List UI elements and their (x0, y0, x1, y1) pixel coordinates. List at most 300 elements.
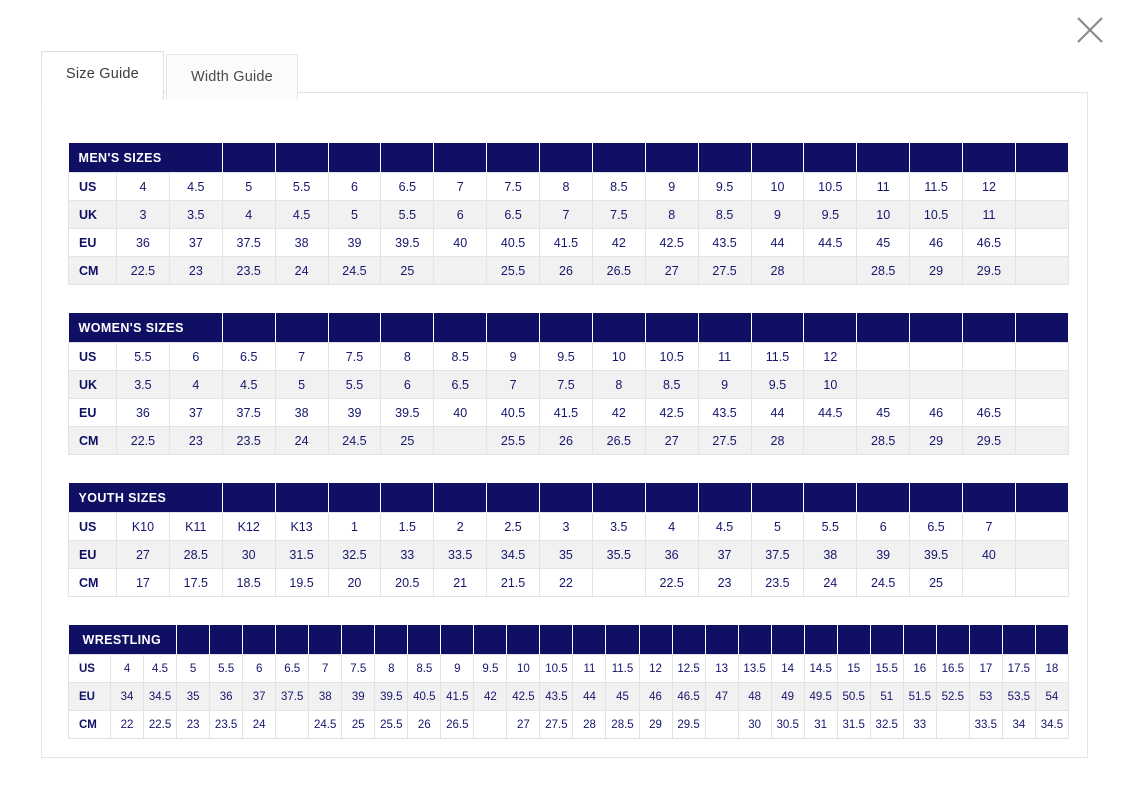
table-title-filler (639, 625, 672, 655)
table-title-filler (804, 143, 857, 173)
size-cell: 37 (243, 683, 276, 711)
size-cell: K10 (117, 513, 170, 541)
size-cell: 8.5 (592, 173, 645, 201)
size-cell: 24.5 (328, 257, 381, 285)
size-cell: 49 (771, 683, 804, 711)
size-cell: 8.5 (408, 655, 441, 683)
size-cell: 24.5 (309, 711, 342, 739)
table-title-filler (381, 483, 434, 513)
table-title-filler (342, 625, 375, 655)
size-cell: 25.5 (375, 711, 408, 739)
size-cell: 23 (169, 427, 222, 455)
size-cell: 31.5 (275, 541, 328, 569)
size-cell: 3 (540, 513, 593, 541)
table-title: WOMEN'S SIZES (69, 313, 223, 343)
table-title-filler (592, 313, 645, 343)
size-cell: 25 (381, 427, 434, 455)
row-label: CM (69, 569, 117, 597)
size-cell: 27.5 (540, 711, 573, 739)
size-cell (936, 711, 969, 739)
size-cell: 14.5 (804, 655, 837, 683)
table-title-filler (963, 483, 1016, 513)
size-cell (1015, 371, 1068, 399)
size-cell: 25.5 (487, 427, 540, 455)
size-cell: 48 (738, 683, 771, 711)
size-cell (474, 711, 507, 739)
size-cell: 33 (903, 711, 936, 739)
size-cell: 4 (111, 655, 144, 683)
size-cell: 34.5 (487, 541, 540, 569)
size-cell: 20 (328, 569, 381, 597)
size-cell (910, 343, 963, 371)
size-cell: 29.5 (963, 257, 1016, 285)
size-cell: 15.5 (870, 655, 903, 683)
row-label: EU (69, 229, 117, 257)
size-cell: 42 (592, 399, 645, 427)
size-cell: 12.5 (672, 655, 705, 683)
size-guide-panel (41, 92, 1088, 758)
size-cell: 30.5 (771, 711, 804, 739)
size-cell: 51.5 (903, 683, 936, 711)
size-cell: 29 (639, 711, 672, 739)
size-cell: 18.5 (222, 569, 275, 597)
size-table (68, 625, 1069, 739)
size-cell: 2.5 (487, 513, 540, 541)
size-cell: 11.5 (910, 173, 963, 201)
size-cell: 22 (540, 569, 593, 597)
size-cell: 46.5 (963, 399, 1016, 427)
table-title-filler (275, 483, 328, 513)
row-label: CM (69, 711, 111, 739)
table-title-filler (910, 313, 963, 343)
table-title-filler (698, 313, 751, 343)
size-cell: 9.5 (751, 371, 804, 399)
size-cell: 10 (751, 173, 804, 201)
size-cell: 27 (645, 257, 698, 285)
table-title-filler (698, 483, 751, 513)
table-title-filler (804, 313, 857, 343)
size-cell: 7 (275, 343, 328, 371)
size-cell: 28 (751, 257, 804, 285)
table-title-filler (857, 143, 910, 173)
size-cell: 50.5 (837, 683, 870, 711)
size-cell: 27 (507, 711, 540, 739)
size-cell: 20.5 (381, 569, 434, 597)
tab-size-guide-label: Size Guide (66, 66, 139, 82)
size-cell: 32.5 (870, 711, 903, 739)
size-cell: 26.5 (441, 711, 474, 739)
size-cell: 8.5 (698, 201, 751, 229)
size-cell: 16.5 (936, 655, 969, 683)
size-cell: 25 (910, 569, 963, 597)
row-label: US (69, 655, 111, 683)
table-row (69, 711, 1069, 739)
size-cell (910, 371, 963, 399)
size-cell: 42.5 (645, 399, 698, 427)
row-label: EU (69, 541, 117, 569)
size-cell: 26 (540, 427, 593, 455)
size-cell: 41.5 (540, 229, 593, 257)
size-cell: 46 (639, 683, 672, 711)
table-title: YOUTH SIZES (69, 483, 223, 513)
size-cell (1015, 399, 1068, 427)
size-cell: 39.5 (381, 399, 434, 427)
table-row (69, 513, 1069, 541)
table-title-filler (474, 625, 507, 655)
size-cell: 17 (969, 655, 1002, 683)
table-title: MEN'S SIZES (69, 143, 223, 173)
size-cell: 36 (210, 683, 243, 711)
size-cell: 40 (434, 399, 487, 427)
tab-width-guide-label: Width Guide (190, 69, 273, 85)
table-title-filler (222, 143, 275, 173)
size-table (68, 483, 1069, 597)
size-cell: 40.5 (408, 683, 441, 711)
size-cell (276, 711, 309, 739)
table-title-filler (1002, 625, 1035, 655)
size-cell: 11 (698, 343, 751, 371)
table-title-filler (275, 313, 328, 343)
size-cell (963, 569, 1016, 597)
size-cell: 54 (1035, 683, 1068, 711)
size-tables (68, 143, 1066, 767)
size-cell (963, 371, 1016, 399)
size-cell: 10 (857, 201, 910, 229)
table-title-filler (645, 313, 698, 343)
size-cell: 43.5 (540, 683, 573, 711)
size-cell: 44.5 (804, 229, 857, 257)
table-row (69, 371, 1069, 399)
size-cell (804, 427, 857, 455)
size-cell: 27.5 (698, 257, 751, 285)
table-title-filler (963, 143, 1016, 173)
size-cell: 53 (969, 683, 1002, 711)
size-cell: 39.5 (375, 683, 408, 711)
size-cell: 40 (963, 541, 1016, 569)
size-cell (592, 569, 645, 597)
table-title-filler (837, 625, 870, 655)
table-title-filler (804, 625, 837, 655)
size-cell: 37.5 (222, 229, 275, 257)
table-title-filler (705, 625, 738, 655)
size-cell: 6.5 (910, 513, 963, 541)
size-cell: 4.5 (698, 513, 751, 541)
size-cell: 8.5 (645, 371, 698, 399)
size-cell: 6 (169, 343, 222, 371)
size-cell: 37 (698, 541, 751, 569)
size-cell: 38 (804, 541, 857, 569)
size-cell (1015, 427, 1068, 455)
table-title-filler (804, 483, 857, 513)
size-cell: 34.5 (1035, 711, 1068, 739)
size-cell: 22.5 (144, 711, 177, 739)
size-cell: 33 (381, 541, 434, 569)
table-title-filler (672, 625, 705, 655)
size-cell: 39 (857, 541, 910, 569)
size-cell: 5 (177, 655, 210, 683)
table-title-filler (903, 625, 936, 655)
table-title-filler (540, 483, 593, 513)
size-cell: 5 (275, 371, 328, 399)
table-title-filler (573, 625, 606, 655)
table-title-filler (1015, 483, 1068, 513)
size-cell: K13 (275, 513, 328, 541)
size-cell: 38 (309, 683, 342, 711)
table-title-filler (771, 625, 804, 655)
size-cell: 8 (645, 201, 698, 229)
size-cell: 6 (857, 513, 910, 541)
table-title-filler (963, 313, 1016, 343)
size-cell: 7 (309, 655, 342, 683)
size-cell: 24.5 (328, 427, 381, 455)
size-cell (1015, 343, 1068, 371)
size-cell: 9 (441, 655, 474, 683)
table-row (69, 399, 1069, 427)
size-cell: 12 (804, 343, 857, 371)
size-cell: 5.5 (210, 655, 243, 683)
table-title-filler (276, 625, 309, 655)
size-cell: 9 (698, 371, 751, 399)
size-cell: 28.5 (169, 541, 222, 569)
size-cell: 4.5 (144, 655, 177, 683)
size-cell: 47 (705, 683, 738, 711)
size-cell: 8 (375, 655, 408, 683)
size-cell: 22.5 (117, 257, 170, 285)
size-cell: 34 (1002, 711, 1035, 739)
size-cell: 5.5 (328, 371, 381, 399)
size-cell: 33.5 (434, 541, 487, 569)
row-label: US (69, 513, 117, 541)
table-title-filler (434, 483, 487, 513)
size-cell (857, 343, 910, 371)
table-title-filler (592, 483, 645, 513)
table-title-filler (540, 143, 593, 173)
size-cell: 31 (804, 711, 837, 739)
size-cell: 26 (540, 257, 593, 285)
size-cell: 43.5 (698, 229, 751, 257)
table-row (69, 173, 1069, 201)
table-row (69, 427, 1069, 455)
size-cell: 6 (381, 371, 434, 399)
size-cell: 12 (639, 655, 672, 683)
size-cell: 3.5 (169, 201, 222, 229)
size-cell (1015, 257, 1068, 285)
size-cell: 37 (169, 399, 222, 427)
size-cell: 11 (963, 201, 1016, 229)
table-row (69, 343, 1069, 371)
close-icon[interactable] (1072, 12, 1108, 48)
size-cell (1015, 569, 1068, 597)
size-cell: 46 (910, 399, 963, 427)
size-cell: 5.5 (117, 343, 170, 371)
size-cell: 19.5 (275, 569, 328, 597)
size-cell: 6 (434, 201, 487, 229)
table-title-filler (606, 625, 639, 655)
size-cell: 35.5 (592, 541, 645, 569)
table-title-filler (910, 143, 963, 173)
size-cell (1015, 541, 1068, 569)
size-cell: 11 (573, 655, 606, 683)
size-cell: 9.5 (540, 343, 593, 371)
size-cell (857, 371, 910, 399)
size-cell: 23 (177, 711, 210, 739)
size-cell: 17 (117, 569, 170, 597)
table-title-filler (910, 483, 963, 513)
size-cell: 3.5 (117, 371, 170, 399)
table-row (69, 541, 1069, 569)
size-cell: 24 (804, 569, 857, 597)
size-cell: 42.5 (645, 229, 698, 257)
size-cell: 28 (573, 711, 606, 739)
size-cell: 7 (434, 173, 487, 201)
size-cell: 27 (117, 541, 170, 569)
table-title-filler (487, 313, 540, 343)
size-cell: 52.5 (936, 683, 969, 711)
table-title-filler (434, 143, 487, 173)
tab-bar (41, 51, 298, 100)
size-cell: 14 (771, 655, 804, 683)
size-cell: 46.5 (963, 229, 1016, 257)
table-row (69, 257, 1069, 285)
size-cell: 41.5 (441, 683, 474, 711)
size-cell: 21.5 (487, 569, 540, 597)
size-cell: 10.5 (540, 655, 573, 683)
size-cell: 5 (222, 173, 275, 201)
size-cell: 10.5 (804, 173, 857, 201)
size-cell: 5.5 (381, 201, 434, 229)
size-cell: 40.5 (487, 399, 540, 427)
size-cell: 21 (434, 569, 487, 597)
table-title-filler (222, 313, 275, 343)
tab-width-guide[interactable] (166, 54, 298, 100)
size-cell: 28.5 (857, 257, 910, 285)
size-cell: 45 (857, 399, 910, 427)
size-cell: 15 (837, 655, 870, 683)
row-label: US (69, 173, 117, 201)
table-title-filler (645, 143, 698, 173)
table-title-filler (1015, 313, 1068, 343)
table-title-filler (870, 625, 903, 655)
table-title-filler (969, 625, 1002, 655)
size-cell: 18 (1035, 655, 1068, 683)
size-cell: 13 (705, 655, 738, 683)
size-cell: 7.5 (487, 173, 540, 201)
table-title-filler (487, 143, 540, 173)
size-cell: 10 (804, 371, 857, 399)
size-cell: 44 (573, 683, 606, 711)
size-cell: 22.5 (645, 569, 698, 597)
size-cell: 22 (111, 711, 144, 739)
size-cell: 40.5 (487, 229, 540, 257)
size-cell (1015, 201, 1068, 229)
size-cell: 39 (328, 229, 381, 257)
size-cell: 24.5 (857, 569, 910, 597)
size-cell: 41.5 (540, 399, 593, 427)
size-table (68, 313, 1069, 455)
size-cell: 34 (111, 683, 144, 711)
size-cell: 6 (243, 655, 276, 683)
size-cell: 36 (117, 229, 170, 257)
table-title-filler (328, 313, 381, 343)
table-row (69, 569, 1069, 597)
size-cell: 10.5 (645, 343, 698, 371)
size-cell: 53.5 (1002, 683, 1035, 711)
size-cell: 3 (117, 201, 170, 229)
size-cell: K11 (169, 513, 222, 541)
table-title-filler (328, 483, 381, 513)
size-cell: 29.5 (963, 427, 1016, 455)
size-cell: 10 (507, 655, 540, 683)
size-cell: 5.5 (804, 513, 857, 541)
size-cell: 45 (606, 683, 639, 711)
size-table (68, 143, 1069, 285)
size-cell: 44 (751, 399, 804, 427)
size-cell: 29.5 (672, 711, 705, 739)
size-cell: 37.5 (751, 541, 804, 569)
size-cell: 12 (963, 173, 1016, 201)
size-cell: 28.5 (857, 427, 910, 455)
table-title-filler (698, 143, 751, 173)
size-cell: 2 (434, 513, 487, 541)
table-title: WRESTLING (69, 625, 177, 655)
size-cell: 36 (645, 541, 698, 569)
size-cell (1015, 513, 1068, 541)
size-cell: 1.5 (381, 513, 434, 541)
table-row (69, 655, 1069, 683)
table-title-filler (857, 313, 910, 343)
size-cell (434, 427, 487, 455)
size-cell: 6.5 (487, 201, 540, 229)
row-label: CM (69, 257, 117, 285)
size-cell: 35 (540, 541, 593, 569)
size-cell: 11.5 (606, 655, 639, 683)
table-row (69, 683, 1069, 711)
size-cell: 1 (328, 513, 381, 541)
size-cell: 31.5 (837, 711, 870, 739)
size-cell: 10 (592, 343, 645, 371)
size-cell: 39 (328, 399, 381, 427)
table-title-filler (177, 625, 210, 655)
table-title-filler (857, 483, 910, 513)
row-label: US (69, 343, 117, 371)
size-cell: 39.5 (910, 541, 963, 569)
tab-size-guide[interactable] (41, 51, 164, 100)
size-cell: 42 (592, 229, 645, 257)
size-cell: 6.5 (434, 371, 487, 399)
size-cell: 6.5 (381, 173, 434, 201)
table-row (69, 229, 1069, 257)
table-title-filler (243, 625, 276, 655)
table-title-filler (487, 483, 540, 513)
table-title-filler (408, 625, 441, 655)
size-cell: 13.5 (738, 655, 771, 683)
size-cell: 23 (698, 569, 751, 597)
row-label: CM (69, 427, 117, 455)
table-title-filler (738, 625, 771, 655)
row-label: UK (69, 201, 117, 229)
size-cell: 33.5 (969, 711, 1002, 739)
size-cell: 23.5 (222, 427, 275, 455)
table-title-filler (751, 483, 804, 513)
size-cell: 46.5 (672, 683, 705, 711)
size-cell: 7.5 (592, 201, 645, 229)
table-title-filler (540, 313, 593, 343)
size-cell: 37 (169, 229, 222, 257)
size-cell: 7 (487, 371, 540, 399)
size-cell: 4 (645, 513, 698, 541)
table-title-filler (540, 625, 573, 655)
size-cell: 35 (177, 683, 210, 711)
